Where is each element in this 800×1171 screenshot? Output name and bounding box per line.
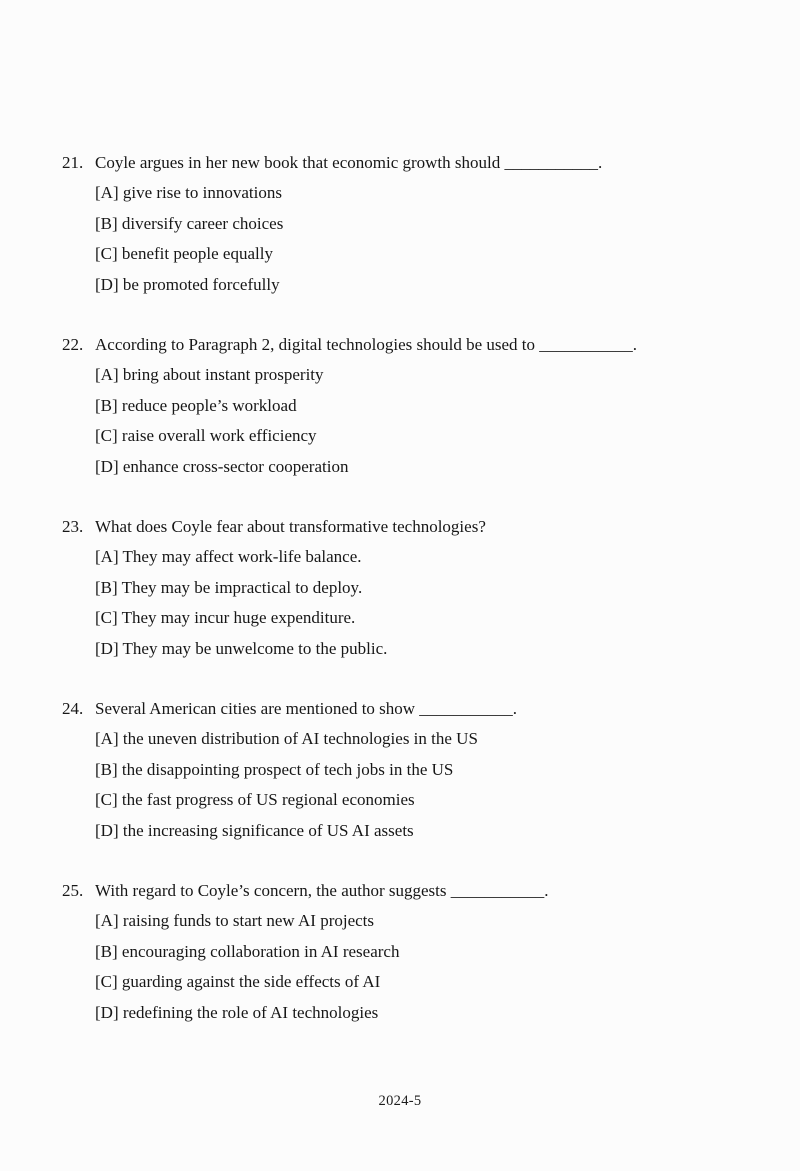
question-stem-text: What does Coyle fear about transformative technologies? bbox=[95, 517, 486, 536]
question-number: 25. bbox=[62, 881, 84, 900]
question-number: 24. bbox=[62, 699, 84, 718]
question-stem-text: Several American cities are mentioned to show ___________. bbox=[95, 699, 518, 718]
option-b: [B] reduce people’s workload bbox=[95, 395, 297, 415]
question-stem-text: With regard to Coyle’s concern, the author suggests ___________. bbox=[95, 881, 549, 900]
option-a: [A] raising funds to start new AI projects bbox=[95, 911, 375, 930]
option-c: [C] the fast progress of US regional economies bbox=[95, 790, 415, 809]
question-number: 23. bbox=[62, 517, 84, 536]
option-a: [A] They may affect work-life balance. bbox=[95, 547, 362, 566]
option-d: [D] redefining the role of AI technologies bbox=[95, 1002, 379, 1022]
question-21 bbox=[62, 148, 750, 300]
option-d: [D] the increasing significance of US AI assets bbox=[95, 820, 414, 840]
option-b: [B] the disappointing prospect of tech jobs in the US bbox=[95, 759, 454, 779]
question-number: 22. bbox=[62, 335, 84, 354]
option-d: [D] be promoted forcefully bbox=[95, 274, 280, 294]
question-23 bbox=[62, 512, 750, 664]
question-24 bbox=[62, 694, 750, 846]
option-c: [C] raise overall work efficiency bbox=[95, 426, 317, 445]
question-stem bbox=[62, 694, 750, 724]
question-stem bbox=[62, 148, 750, 178]
options bbox=[95, 906, 750, 1028]
options bbox=[95, 542, 750, 664]
question-stem-text: According to Paragraph 2, digital technologies should be used to ___________. bbox=[95, 335, 638, 354]
options bbox=[95, 178, 750, 300]
question-22 bbox=[62, 330, 750, 482]
page-footer bbox=[0, 1093, 800, 1110]
option-d: [D] They may be unwelcome to the public. bbox=[95, 638, 388, 658]
options bbox=[95, 360, 750, 482]
option-b: [B] encouraging collaboration in AI research bbox=[95, 941, 400, 961]
option-a: [A] give rise to innovations bbox=[95, 183, 282, 202]
option-a: [A] the uneven distribution of AI technologies in the US bbox=[95, 729, 478, 748]
question-stem bbox=[62, 330, 750, 360]
option-b: [B] They may be impractical to deploy. bbox=[95, 577, 363, 597]
option-d: [D] enhance cross-sector cooperation bbox=[95, 456, 349, 476]
option-a: [A] bring about instant prosperity bbox=[95, 365, 324, 384]
option-c: [C] They may incur huge expenditure. bbox=[95, 608, 356, 627]
question-number: 21. bbox=[62, 153, 84, 172]
question-stem-text: Coyle argues in her new book that economic growth should ___________. bbox=[95, 153, 603, 172]
question-stem bbox=[62, 876, 750, 906]
question-25 bbox=[62, 876, 750, 1028]
option-c: [C] guarding against the side effects of AI bbox=[95, 972, 381, 991]
option-c: [C] benefit people equally bbox=[95, 244, 273, 263]
options bbox=[95, 724, 750, 846]
question-stem bbox=[62, 512, 750, 542]
page-number: 2024-5 bbox=[378, 1093, 422, 1109]
option-b: [B] diversify career choices bbox=[95, 213, 284, 233]
